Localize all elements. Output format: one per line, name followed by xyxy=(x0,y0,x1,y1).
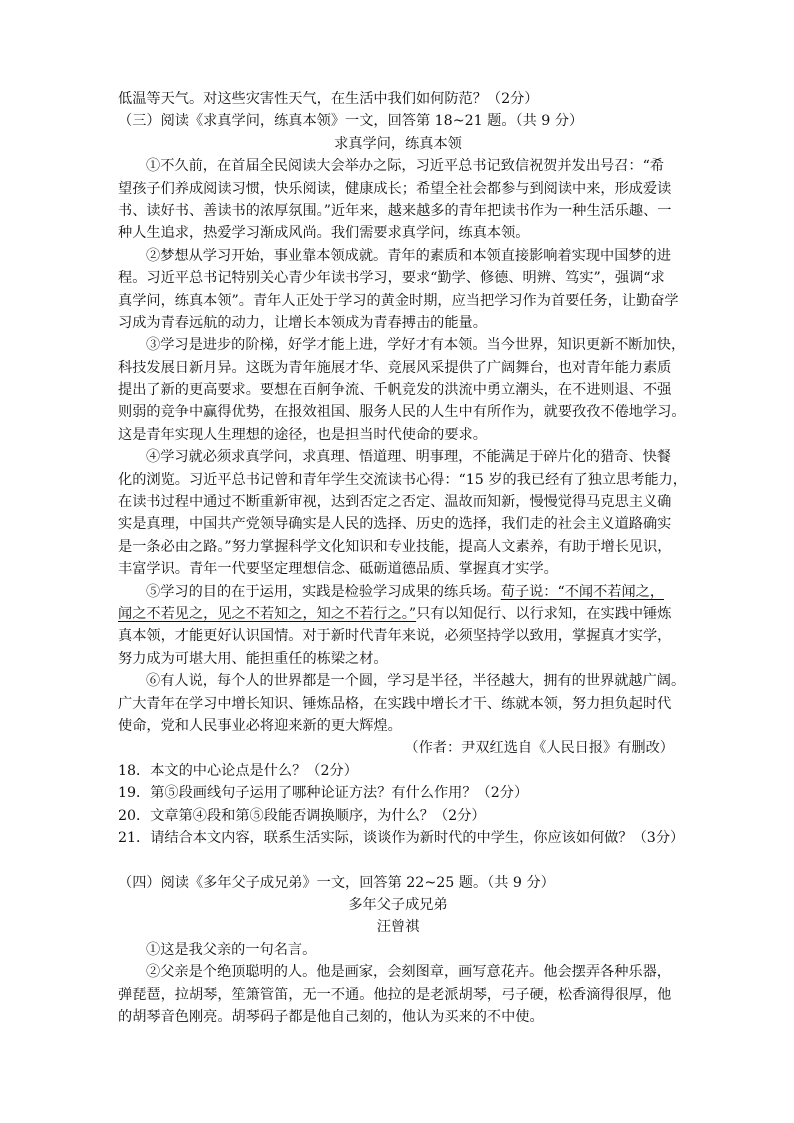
text-line: 真本领，才能更好认识国情。对于新时代青年来说，必须坚持学以致用，掌握真才实学， xyxy=(118,628,672,645)
section-3-paragraph-5 xyxy=(118,581,678,671)
underlined-sentence-part-1: 荀子说：“不闻不若闻之， xyxy=(500,583,665,600)
text-line: 广大青年在学习中增长知识、锤炼品格，在实践中增长才干、练就本领，努力担负起时代 xyxy=(118,695,672,712)
text-line: ②父亲是个绝顶聪明的人。他是画家，会刻图章，画写意花卉。他会摆弄各种乐器， xyxy=(146,964,671,981)
text-line: 是一条必由之路。”努力掌握科学文化知识和专业技能，提高人文素养，有助于增长见识， xyxy=(118,538,672,555)
section-3-title: 求真学问，练真本领 xyxy=(334,135,462,152)
text-line: 实是真理，中国共产党领导确实是人民的选择、历史的选择，我们走的社会主义道路确实 xyxy=(118,516,672,533)
underlined-sentence-part-2: 闻之不若见之，见之不若知之，知之不若行之。” xyxy=(118,605,417,622)
text-line: 望孩子们养成阅读习惯，快乐阅读，健康成长；希望全社会都参与到阅读中来，形成爱读 xyxy=(118,180,672,197)
text-line: 书、读好书、善读书的浓厚氛围。”近年来，越来越多的青年把读书作为一种生活乐趣、一 xyxy=(118,202,672,219)
intro-line: 低温等天气。对这些灾害性天气，在生活中我们如何防范？（2分） xyxy=(118,91,539,107)
text-line: ②梦想从学习开始，事业靠本领成就。青年的素质和本领直接影响着实现中国梦的进 xyxy=(146,247,671,264)
text-line: 努力成为可堪大用、能担重任的栋梁之材。 xyxy=(118,650,388,667)
section-3-paragraph-6 xyxy=(118,670,686,737)
text-line: 提出了新的更高要求。要想在百舸争流、千帆竞发的洪流中勇立潮头，在不进则退、不强 xyxy=(118,382,672,399)
section-4-heading: （四）阅读《多年父子成兄弟》一文，回答第 22~25 题。（共 9 分） xyxy=(118,874,555,891)
plain-text: 只有以知促行、以行求知，在实践中锤炼 xyxy=(416,605,672,622)
text-line: 弹琵琶，拉胡琴，笙箫管笛，无一不通。他拉的是老派胡琴，弓子硬，松香滴得很厚，他 xyxy=(118,986,672,1003)
text-line: 化的浏览。习近平总书记曾和青年学生交流读书心得：“15 岁的我已经有了独立思考能力， xyxy=(118,471,687,488)
text-line: 真学问，练真本领”。青年人正处于学习的黄金时期，应当把学习作为首要任务，让勤奋学 xyxy=(118,292,679,309)
section-3-heading: （三）阅读《求真学问，练真本领》一文，回答第 18~21 题。（共 9 分） xyxy=(118,113,584,130)
section-4-title: 多年父子成兄弟 xyxy=(348,897,448,914)
text-line: ⑥有人说，每个人的世界都是一个圆，学习是半径，半径越大，拥有的世界就越广阔。 xyxy=(146,673,686,690)
question-19: 19．第⑤段画线句子运用了哪种论证方法？有什么作用？（2分） xyxy=(118,785,529,802)
text-line: ①不久前，在首届全民阅读大会举办之际，习近平总书记致信祝贺并发出号召：“希 xyxy=(146,158,665,175)
section-3-paragraph-1 xyxy=(118,155,678,245)
text-line: 使命，党和人民事业必将迎来新的更大辉煌。 xyxy=(118,717,402,734)
question-21: 21．请结合本文内容，联系生活实际，谈谈作为新时代的中学生，你应该如何做？（3分） xyxy=(118,829,685,846)
text-line: 丰富学识。青年一代要坚定理想信念、砥砺道德品质、掌握真才实学。 xyxy=(118,561,558,578)
text-line: 则弱的竞争中赢得优势，在报效祖国、服务人民的人生中有所作为，就要孜孜不倦地学习。 xyxy=(118,404,686,421)
question-20: 20．文章第④段和第⑤段能否调换顺序，为什么？（2分） xyxy=(118,807,486,824)
text-line: ④学习就必须求真学问，求真理、悟道理、明事理，不能满足于碎片化的猎奇、快餐 xyxy=(146,449,671,466)
question-18: 18．本文的中心论点是什么？（2分） xyxy=(118,762,358,779)
text-line: 程。习近平总书记特别关心青少年读书学习，要求“勤学、修德、明辨、笃实”，强调“求 xyxy=(118,270,665,287)
text-line: 的胡琴音色刚亮。胡琴码子都是他自己刻的，他认为买来的不中使。 xyxy=(118,1009,544,1026)
article-source: （作者：尹双红选自《人民日报》有删改） xyxy=(404,740,674,757)
section-4-paragraph-1 xyxy=(118,939,678,961)
section-4-author: 汪曾祺 xyxy=(376,919,420,936)
text-line xyxy=(118,581,678,603)
text-line: ①这是我父亲的一句名言。 xyxy=(146,941,317,958)
section-4-paragraph-2 xyxy=(118,961,678,1028)
section-3-paragraph-2 xyxy=(118,245,678,335)
document-page xyxy=(118,88,687,1028)
plain-text: ⑤学习的目的在于运用，实践是检验学习成果的练兵场。 xyxy=(146,583,501,600)
text-line: ③学习是进步的阶梯，好学才能上进，学好才有本领。当今世界，知识更新不断加快， xyxy=(146,337,686,354)
text-line xyxy=(118,603,678,625)
section-3-paragraph-3 xyxy=(118,334,686,446)
text-line: 在读书过程中通过不断重新审视，达到否定之否定、温故而知新，慢慢觉得马克思主义确 xyxy=(118,494,672,511)
section-3-paragraph-4 xyxy=(118,446,687,580)
question-list xyxy=(118,760,685,850)
spacer xyxy=(118,849,678,871)
text-line: 习成为青春远航的动力，让增长本领成为青春搏击的能量。 xyxy=(118,314,487,331)
text-line: 科技发展日新月异。这既为青年施展才华、竞展风采提供了广阔舞台，也对青年能力素质 xyxy=(118,359,672,376)
text-line: 这是青年实现人生理想的途径，也是担当时代使命的要求。 xyxy=(118,426,487,443)
text-line: 种人生追求，热爱学习渐成风尚。我们需要求真学问，练真本领。 xyxy=(118,225,530,242)
